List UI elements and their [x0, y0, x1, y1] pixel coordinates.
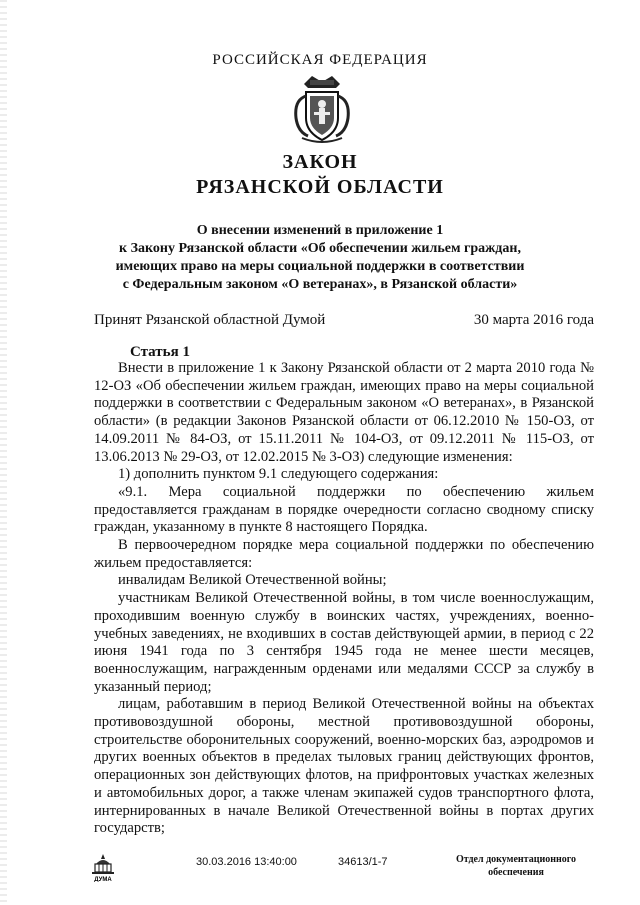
paragraph: лицам, работавшим в период Великой Отечественной войны на объектах противовоздушной обороны, местной противовоздушной обороны, строительстве оборонительных сооружений, военно-морских баз, аэродромов и других военных объектов в пределах тыловых границ действующих фронтов, операционных зон действующих флотов, на прифронтовых участках железных и автомобильных дорог, а также членам экипажей судов транспортного флота, интернированных в начале Великой Отечественной войны в портах других государств; — [94, 696, 594, 837]
country-header: РОССИЙСКАЯ ФЕДЕРАЦИЯ — [212, 52, 428, 68]
scan-edge-artifact — [0, 0, 7, 905]
accepted-date: 30 марта 2016 года — [473, 312, 594, 328]
department-line: Отдел документационного — [455, 854, 577, 865]
law-title — [0, 150, 640, 200]
logo-text: ДУМА — [94, 877, 112, 882]
subject-line: имеющих право на меры социальной поддержки в соответствии — [115, 259, 525, 274]
subject-line: к Закону Рязанской области «Об обеспечении жильем граждан, — [119, 241, 521, 256]
department-line: обеспечения — [488, 867, 544, 878]
paragraph: В первоочередном порядке мера социальной поддержки по обеспечению жильем предоставляется: — [94, 537, 594, 571]
paragraph: 1) дополнить пунктом 9.1 следующего содержания: — [118, 466, 439, 483]
article-body — [94, 360, 594, 838]
subject-line: О внесении изменений в приложение 1 — [196, 223, 444, 238]
department-stamp — [446, 853, 586, 879]
law-subject — [0, 222, 640, 294]
paragraph: участникам Великой Отечественной войны, в том числе военнослужащим, проходившим военную службу в воинских частях, учреждениях, военно-учебных заведениях, не входивших в состав действующей армии, в период с 22 июня 1941 года по 3 сентября 1945 года не менее шести месяцев, военнослужащим, награжденным орденами или медалями СССР за службу в указанный период; — [94, 590, 594, 695]
law-title-line1: ЗАКОН — [282, 151, 358, 173]
accepted-by: Принят Рязанской областной Думой — [94, 312, 326, 328]
registration-timestamp: 30.03.2016 13:40:00 — [196, 856, 297, 868]
article-heading: Статья 1 — [130, 344, 190, 360]
subject-line: с Федеральным законом «О ветеранах», в Рязанской области» — [122, 277, 518, 292]
ryazan-coat-of-arms-icon — [290, 74, 354, 146]
paragraph: Внести в приложение 1 к Закону Рязанской области от 2 марта 2010 года № 12-ОЗ «Об обеспечении жильем граждан, имеющих право на меры социальной поддержки в соответствии с Федеральным законом «О ветеранах», в Рязанской области» (в редакции Законов Рязанской области от 06.12.2010 № 150-ОЗ, от 14.09.2011 № 84-ОЗ, от 15.11.2011 № 104-ОЗ, от 09.12.2011 № 115-ОЗ, от 13.06.2013 № 29-ОЗ, от 12.02.2015 № 3-ОЗ) следующие изменения: — [94, 360, 594, 465]
paragraph: инвалидам Великой Отечественной войны; — [118, 572, 387, 589]
acceptance-line — [94, 312, 594, 329]
law-title-line2: РЯЗАНСКОЙ ОБЛАСТИ — [196, 176, 444, 198]
paragraph: «9.1. Мера социальной поддержки по обеспечению жильем предоставляется гражданам в порядке очередности согласно сводному списку граждан, указанному в пункте 8 настоящего Порядка. — [94, 483, 594, 536]
registration-number: 34613/1-7 — [338, 856, 388, 868]
duma-building-logo-icon — [90, 852, 116, 882]
